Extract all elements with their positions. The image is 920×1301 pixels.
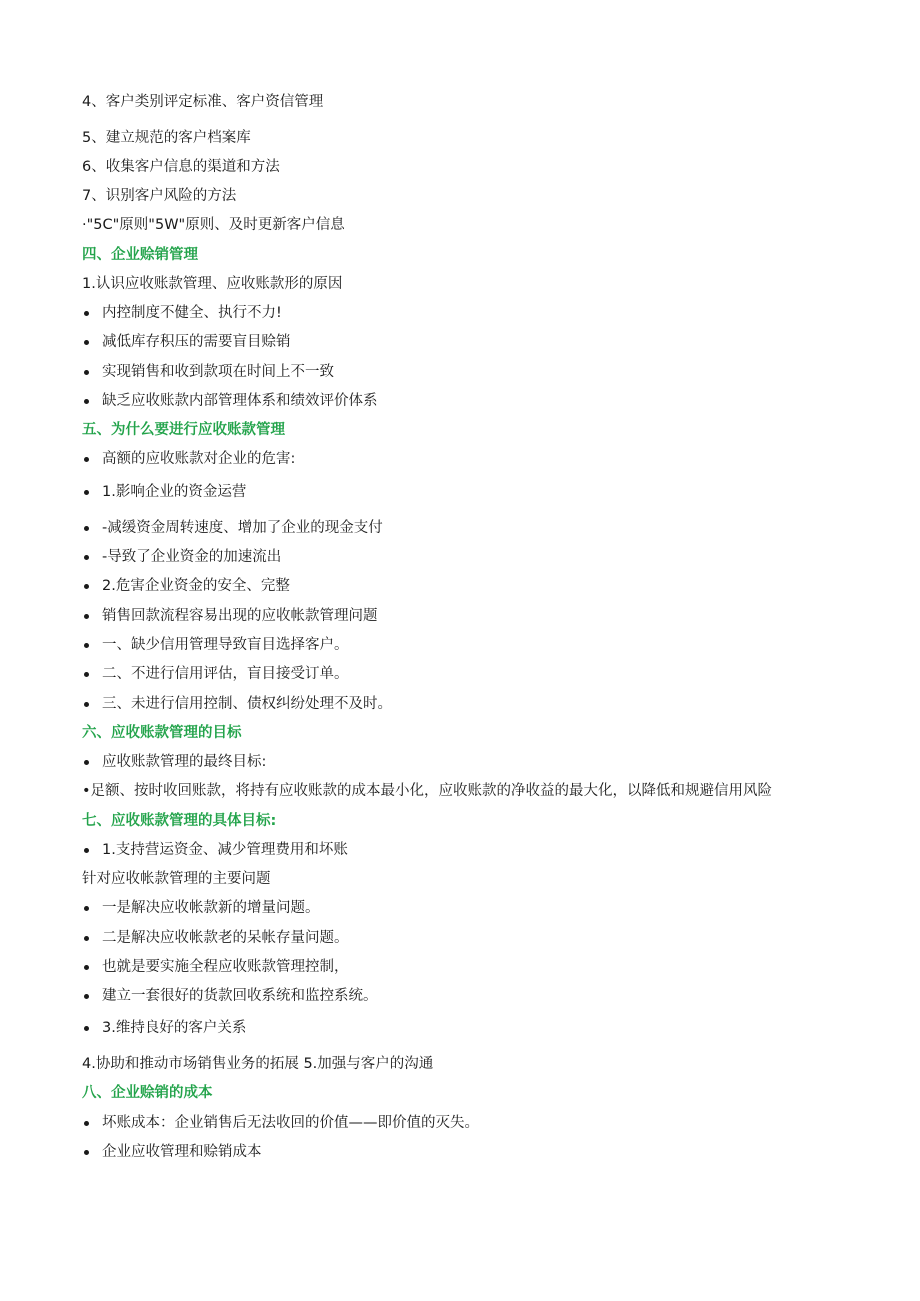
text-line-5c-5w: ·"5C"原则"5W"原则、及时更新客户信息	[82, 217, 345, 233]
bullet-dot-icon	[84, 672, 89, 677]
section-heading-4: 四、企业赊销管理	[82, 247, 198, 263]
bullet-dot-icon	[84, 1026, 89, 1031]
list-item-text: 坏账成本：企业销售后无法收回的价值——即价值的灭失。	[102, 1115, 479, 1131]
list-item-text: -导致了企业资金的加速流出	[102, 549, 282, 565]
bullet-dot-icon	[84, 399, 89, 404]
bullet-dot-icon	[84, 848, 89, 853]
text-line-customer-credit: 4、客户类别评定标准、客户资信管理	[82, 94, 324, 110]
list-item-text: 1.支持营运资金、减少管理费用和坏账	[102, 842, 348, 858]
text-line-receivables-causes: 1.认识应收账款管理、应收账款形的原因	[82, 276, 343, 292]
text-line-info-channels: 6、收集客户信息的渠道和方法	[82, 159, 280, 175]
bullet-dot-icon	[84, 1150, 89, 1155]
list-item-text: 缺乏应收账款内部管理体系和绩效评价体系	[102, 393, 378, 409]
bullet-dot-icon	[84, 555, 89, 560]
list-item-text: 一、缺少信用管理导致盲目选择客户。	[102, 637, 349, 653]
list-item-text: -减缓资金周转速度、增加了企业的现金支付	[102, 520, 383, 536]
list-item-text: 2.危害企业资金的安全、完整	[102, 578, 290, 594]
bullet-dot-icon	[84, 1121, 89, 1126]
text-line-customer-archive: 5、建立规范的客户档案库	[82, 130, 251, 146]
list-item-text: 二、不进行信用评估，盲目接受订单。	[102, 666, 349, 682]
list-item-text: 减低库存积压的需要盲目赊销	[102, 334, 291, 350]
text-line-main-problems: 针对应收帐款管理的主要问题	[82, 871, 271, 887]
bullet-dot-icon	[84, 994, 89, 999]
list-item-text: 3.维持良好的客户关系	[102, 1020, 247, 1036]
bullet-dot-icon	[84, 584, 89, 589]
list-item-text: 三、未进行信用控制、债权纠纷处理不及时。	[102, 696, 392, 712]
bullet-dot-icon	[84, 311, 89, 316]
bullet-dot-icon	[84, 614, 89, 619]
list-item-text: 高额的应收账款对企业的危害:	[102, 451, 296, 467]
list-item-text: 内控制度不健全、执行不力!	[102, 305, 282, 321]
list-item-text: 二是解决应收帐款老的呆帐存量问题。	[102, 930, 349, 946]
bullet-dot-icon	[84, 370, 89, 375]
bullet-dot-icon	[84, 643, 89, 648]
list-item-text: 一是解决应收帐款新的增量问题。	[102, 900, 320, 916]
list-item-text: 1.影响企业的资金运营	[102, 484, 247, 500]
bullet-dot-icon	[84, 702, 89, 707]
section-heading-6: 六、应收账款管理的目标	[82, 725, 242, 741]
text-line-risk-methods: 7、识别客户风险的方法	[82, 188, 237, 204]
bullet-dot-icon	[84, 936, 89, 941]
bullet-dot-icon	[84, 526, 89, 531]
section-heading-7: 七、应收账款管理的具体目标:	[82, 813, 277, 829]
list-item-text: 企业应收管理和赊销成本	[102, 1144, 262, 1160]
bullet-dot-icon	[84, 760, 89, 765]
bullet-dot-icon	[84, 457, 89, 462]
text-line-market-expansion: 4.协助和推动市场销售业务的拓展 5.加强与客户的沟通	[82, 1056, 434, 1072]
bullet-dot-icon	[84, 965, 89, 970]
list-item-text: 实现销售和收到款项在时间上不一致	[102, 364, 334, 380]
bullet-dot-icon	[84, 490, 89, 495]
list-item-text: 建立一套很好的货款回收系统和监控系统。	[102, 988, 378, 1004]
list-item-text: 也就是要实施全程应收账款管理控制，	[102, 959, 349, 975]
text-line-ultimate-goal: •足额、按时收回账款，将持有应收账款的成本最小化，应收账款的净收益的最大化，以降低和规避信用风险	[82, 783, 773, 799]
list-item-text: 销售回款流程容易出现的应收帐款管理问题	[102, 608, 378, 624]
section-heading-5: 五、为什么要进行应收账款管理	[82, 422, 285, 438]
section-heading-8: 八、企业赊销的成本	[82, 1085, 213, 1101]
bullet-dot-icon	[84, 906, 89, 911]
bullet-dot-icon	[84, 340, 89, 345]
list-item-text: 应收账款管理的最终目标:	[102, 754, 267, 770]
